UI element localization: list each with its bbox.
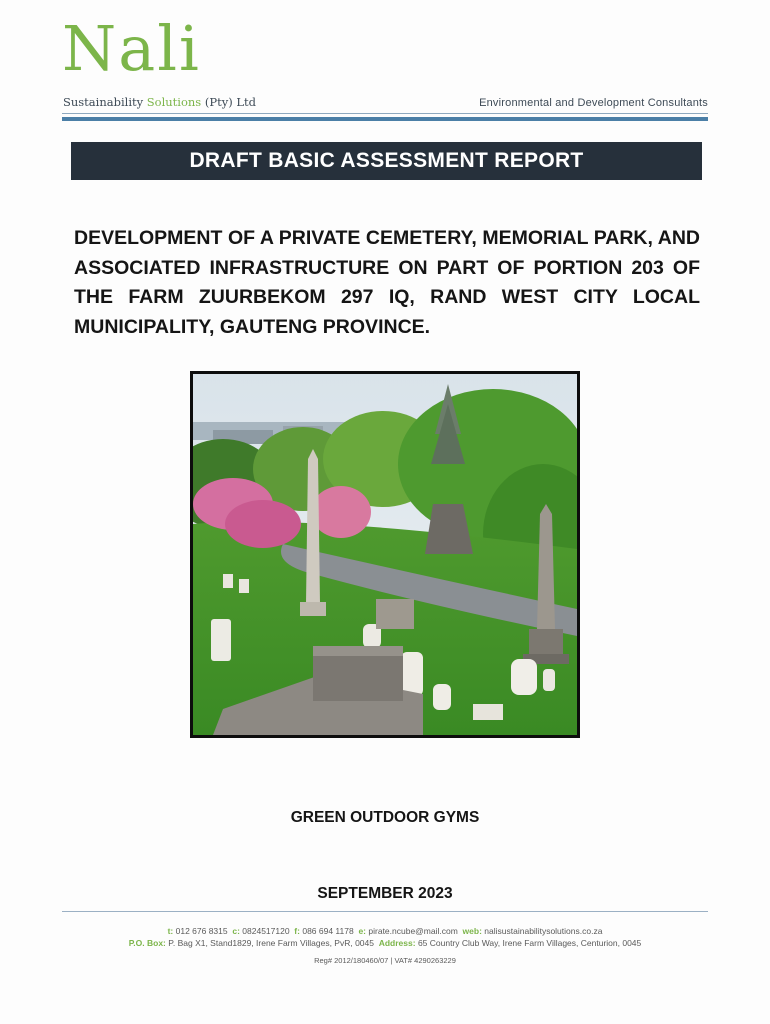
fax-value: 086 694 1178 — [302, 926, 354, 936]
address-value: 65 Country Club Way, Irene Farm Villages, Centurion, 0045 — [417, 938, 642, 948]
project-title: DEVELOPMENT OF A PRIVATE CEMETERY, MEMORIAL PARK, AND ASSOCIATED INFRASTRUCTURE ON PART OF PORTION 203 OF THE FARM ZUURBEKOM 297 IQ, RAND WEST CITY LOCAL MUNICIPALITY, GAUTENG PROVINCE. — [74, 227, 700, 338]
tel-label: t: — [167, 926, 174, 936]
cemetery-illustration — [193, 374, 577, 735]
fax-label: f: — [294, 926, 300, 936]
cell-value: 0824517120 — [242, 926, 290, 936]
pobox-value: P. Bag X1, Stand1829, Irene Farm Villages, PvR, 0045 — [168, 938, 374, 948]
client-name: GREEN OUTDOOR GYMS — [290, 809, 480, 826]
pobox-label: P.O. Box: — [128, 938, 166, 948]
address-label: Address: — [378, 938, 416, 948]
report-date: SEPTEMBER 2023 — [317, 885, 453, 902]
footer-address-line — [0, 938, 770, 948]
company-logo-wordmark: Nali — [62, 12, 201, 85]
header-divider-band — [62, 117, 708, 121]
cell-label: c: — [232, 926, 240, 936]
tel-value: 012 676 8315 — [175, 926, 228, 936]
email-link[interactable]: pirate.ncube@mail.com — [368, 926, 458, 936]
logo-sub-green: Solutions — [146, 95, 202, 109]
logo-sub-prefix: Sustainability — [63, 95, 147, 109]
web-label: web: — [462, 926, 482, 936]
company-logo-subtitle — [63, 95, 256, 109]
footer-divider — [62, 911, 708, 912]
company-tagline: Environmental and Development Consultants — [479, 97, 708, 109]
cover-photo-cemetery — [190, 371, 580, 738]
web-link[interactable]: nalisustainabilitysolutions.co.za — [484, 926, 603, 936]
footer-contact-line — [0, 926, 770, 936]
email-label: e: — [358, 926, 367, 936]
header-divider-top — [62, 113, 708, 114]
logo-sub-suffix: (Pty) Ltd — [201, 95, 256, 109]
footer-registration: Reg# 2012/180460/07 | VAT# 4290263229 — [314, 956, 456, 965]
report-type-banner: DRAFT BASIC ASSESSMENT REPORT — [71, 142, 702, 180]
